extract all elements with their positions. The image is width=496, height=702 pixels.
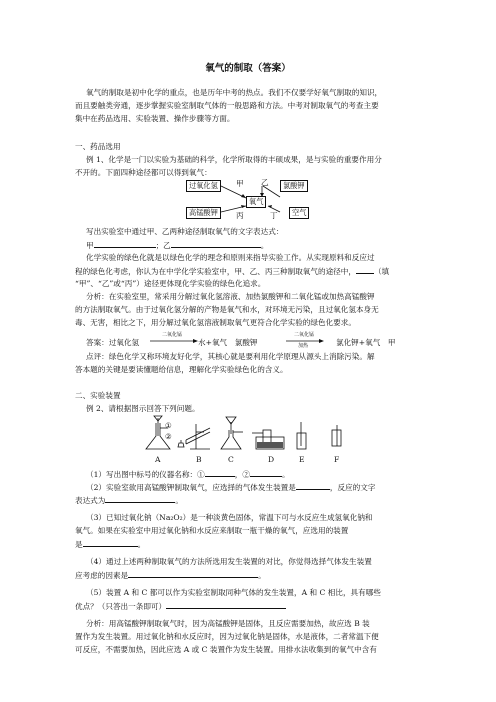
- answer-blank-factors: [128, 569, 258, 578]
- apparatus-mark-1: ①: [165, 421, 172, 430]
- apparatus-label-e: E: [299, 455, 305, 464]
- q2-5-line-1: （5）装置 A 和 C 都可以作为实验室制取同种气体的发生装置，A 和 C 相比，具有哪些: [86, 588, 381, 597]
- section1-heading: 一、药品选用: [75, 142, 121, 151]
- apparatus-mark-2: ②: [165, 432, 172, 441]
- answer-end: 氯化钾+氧气 甲: [336, 338, 396, 347]
- analysis2-line-1: 分析：用高锰酸钾制取氧气时，因为高锰酸钾是固体，且反应需要加热，故应选 B 装: [86, 619, 370, 628]
- section2-heading: 二、实验装置: [75, 391, 121, 400]
- answer-blank-instrument-2: [250, 468, 282, 477]
- q2-4-line-1: （4）通过上述两种制取氧气的方法所选用发生装置的对比，你觉得选择气体发生装置: [86, 557, 372, 566]
- apparatus-label-c: C: [228, 455, 234, 464]
- path-label-yi: 乙: [261, 178, 269, 187]
- apparatus-label-b: B: [196, 455, 202, 464]
- analysis1-line-3: 毒、无害，相比之下，用分解过氧化氢溶液制取氧气更符合化学实验的绿色化要求。: [75, 318, 356, 327]
- intro-line-3: 集中在药品选用、实验装置、操作步骤等方面。: [75, 114, 235, 123]
- q1-prompt: 写出实验室中通过甲、乙两种途径制取氧气的文字表达式：: [86, 227, 284, 236]
- answer-blank-expression: [105, 494, 175, 503]
- box-potassium-permanganate: 高锰酸钾: [186, 207, 221, 219]
- heat-label: 加热: [298, 343, 309, 349]
- apparatus-label-a: A: [155, 455, 161, 464]
- path-label-ding: 丁: [270, 211, 278, 220]
- q2-2-line-2: 表达式为 。: [75, 496, 183, 505]
- q2-1-line: （1）写出图中标号的仪器名称：① ，② 。: [86, 470, 290, 479]
- apparatus-label-d: D: [268, 455, 275, 464]
- path-label-bing: 丙: [236, 211, 244, 220]
- intro-line-2: 而且要触类旁通，逐步掌握实验室制取气体的一般思路和方法。中考对制取氧气的考查主要: [75, 101, 379, 110]
- catalyst-label-2: 二氧化锰: [294, 332, 315, 338]
- analysis2-line-2: 置作为发生装置。用过氧化钠和水反应时，因为过氧化钠是固体，水是液体，二者常温下便: [75, 632, 379, 641]
- answer-blank-apparatus: [83, 538, 138, 547]
- intro-line-1: 氧气的制取是初中化学的重点，也是历年中考的热点。我们不仅要学好氧气制取的知识，: [86, 88, 383, 97]
- p2-line-1: 化学实验的绿色化就是以绿色化学的理念和原则来指导实验工作。从实现原料和反应过: [86, 253, 375, 262]
- analysis1-line-1: 分析：在实验室里，常采用分解过氧化氢溶液、加热氯酸钾和二氧化锰或加热高锰酸钾: [86, 292, 375, 301]
- path-label-jia: 甲: [236, 179, 244, 188]
- box-hydrogen-peroxide: 过氧化氢: [186, 180, 221, 192]
- apparatus-label-f: F: [334, 455, 340, 464]
- catalyst-label-1: 二氧化锰: [162, 332, 183, 338]
- comment-line-2: 答本题的关键是要读懂题给信息，理解化学实验绿色化的含义。: [75, 365, 288, 374]
- ex1-line-2: 不开的。下面四种途径都可以得到氧气：: [75, 168, 212, 177]
- q2-4-line-2: 应考虑的因素是 。: [75, 571, 266, 580]
- box-air: 空气: [289, 207, 309, 219]
- answer-blank-advantage: [166, 600, 286, 609]
- analysis1-line-2: 的方法制取氧气。由于过氧化氢分解的产物是氧气和水，对环境无污染，且过氧化氢本身无: [75, 305, 379, 314]
- p2-line-2: 程的绿色化考虑，你认为在中学化学实验室中，甲、乙、丙三种制取氧气的途径中， （填: [75, 267, 390, 276]
- page-title: 氧气的制取（答案）: [205, 63, 291, 74]
- answer-blank-generator: [296, 481, 330, 490]
- q2-2-line: （2）实验室欲用高锰酸钾制取氧气，应选择的气体发生装置是 ，反应的文字: [86, 483, 376, 492]
- q2-3-line-2: 氧气。如果在实验室中用过氧化钠和水反应来制取一瓶干燥的氧气，应选用的装置: [75, 526, 349, 535]
- p2-line-3: “甲”、“乙”或“丙”）途径更体现化学实验的绿色化追求。: [75, 279, 266, 288]
- answer-middle: 水+氧气 氯酸钾: [198, 338, 258, 347]
- box-oxygen: 氧气: [246, 196, 266, 208]
- ex2-line: 例 2、请根据图示回答下列问题。: [86, 404, 200, 413]
- q1-answer-line: 甲 ；乙 。: [86, 241, 269, 250]
- answer-blank-instrument-1: [205, 468, 235, 477]
- analysis2-line-3: 可反应，不需要加热，因此应选 A 或 C 装置作为发生装置。用排水法收集到的氧气中含有: [75, 645, 377, 654]
- box-potassium-chlorate: 氯酸钾: [280, 180, 308, 192]
- q2-3-line-3: 是 。: [75, 540, 146, 549]
- q2-3-line-1: （3）已知过氧化钠（Na₂O₂）是一种淡黄色固体，常温下可与水反应生成氢氧化钠和: [86, 513, 373, 522]
- q2-5-line-2: 优点？（只答出一条即可）: [75, 600, 286, 612]
- ex1-line-1: 例 1、化学是一门以实验为基础的科学，化学所取得的丰硕成果，是与实验的重要作用分: [86, 155, 382, 164]
- comment-line-1: 点评：绿色化学又称环境友好化学，其核心就是要利用化学原理从源头上消除污染。解: [86, 352, 375, 361]
- answer-label: 答案：过氧化氢: [86, 338, 140, 347]
